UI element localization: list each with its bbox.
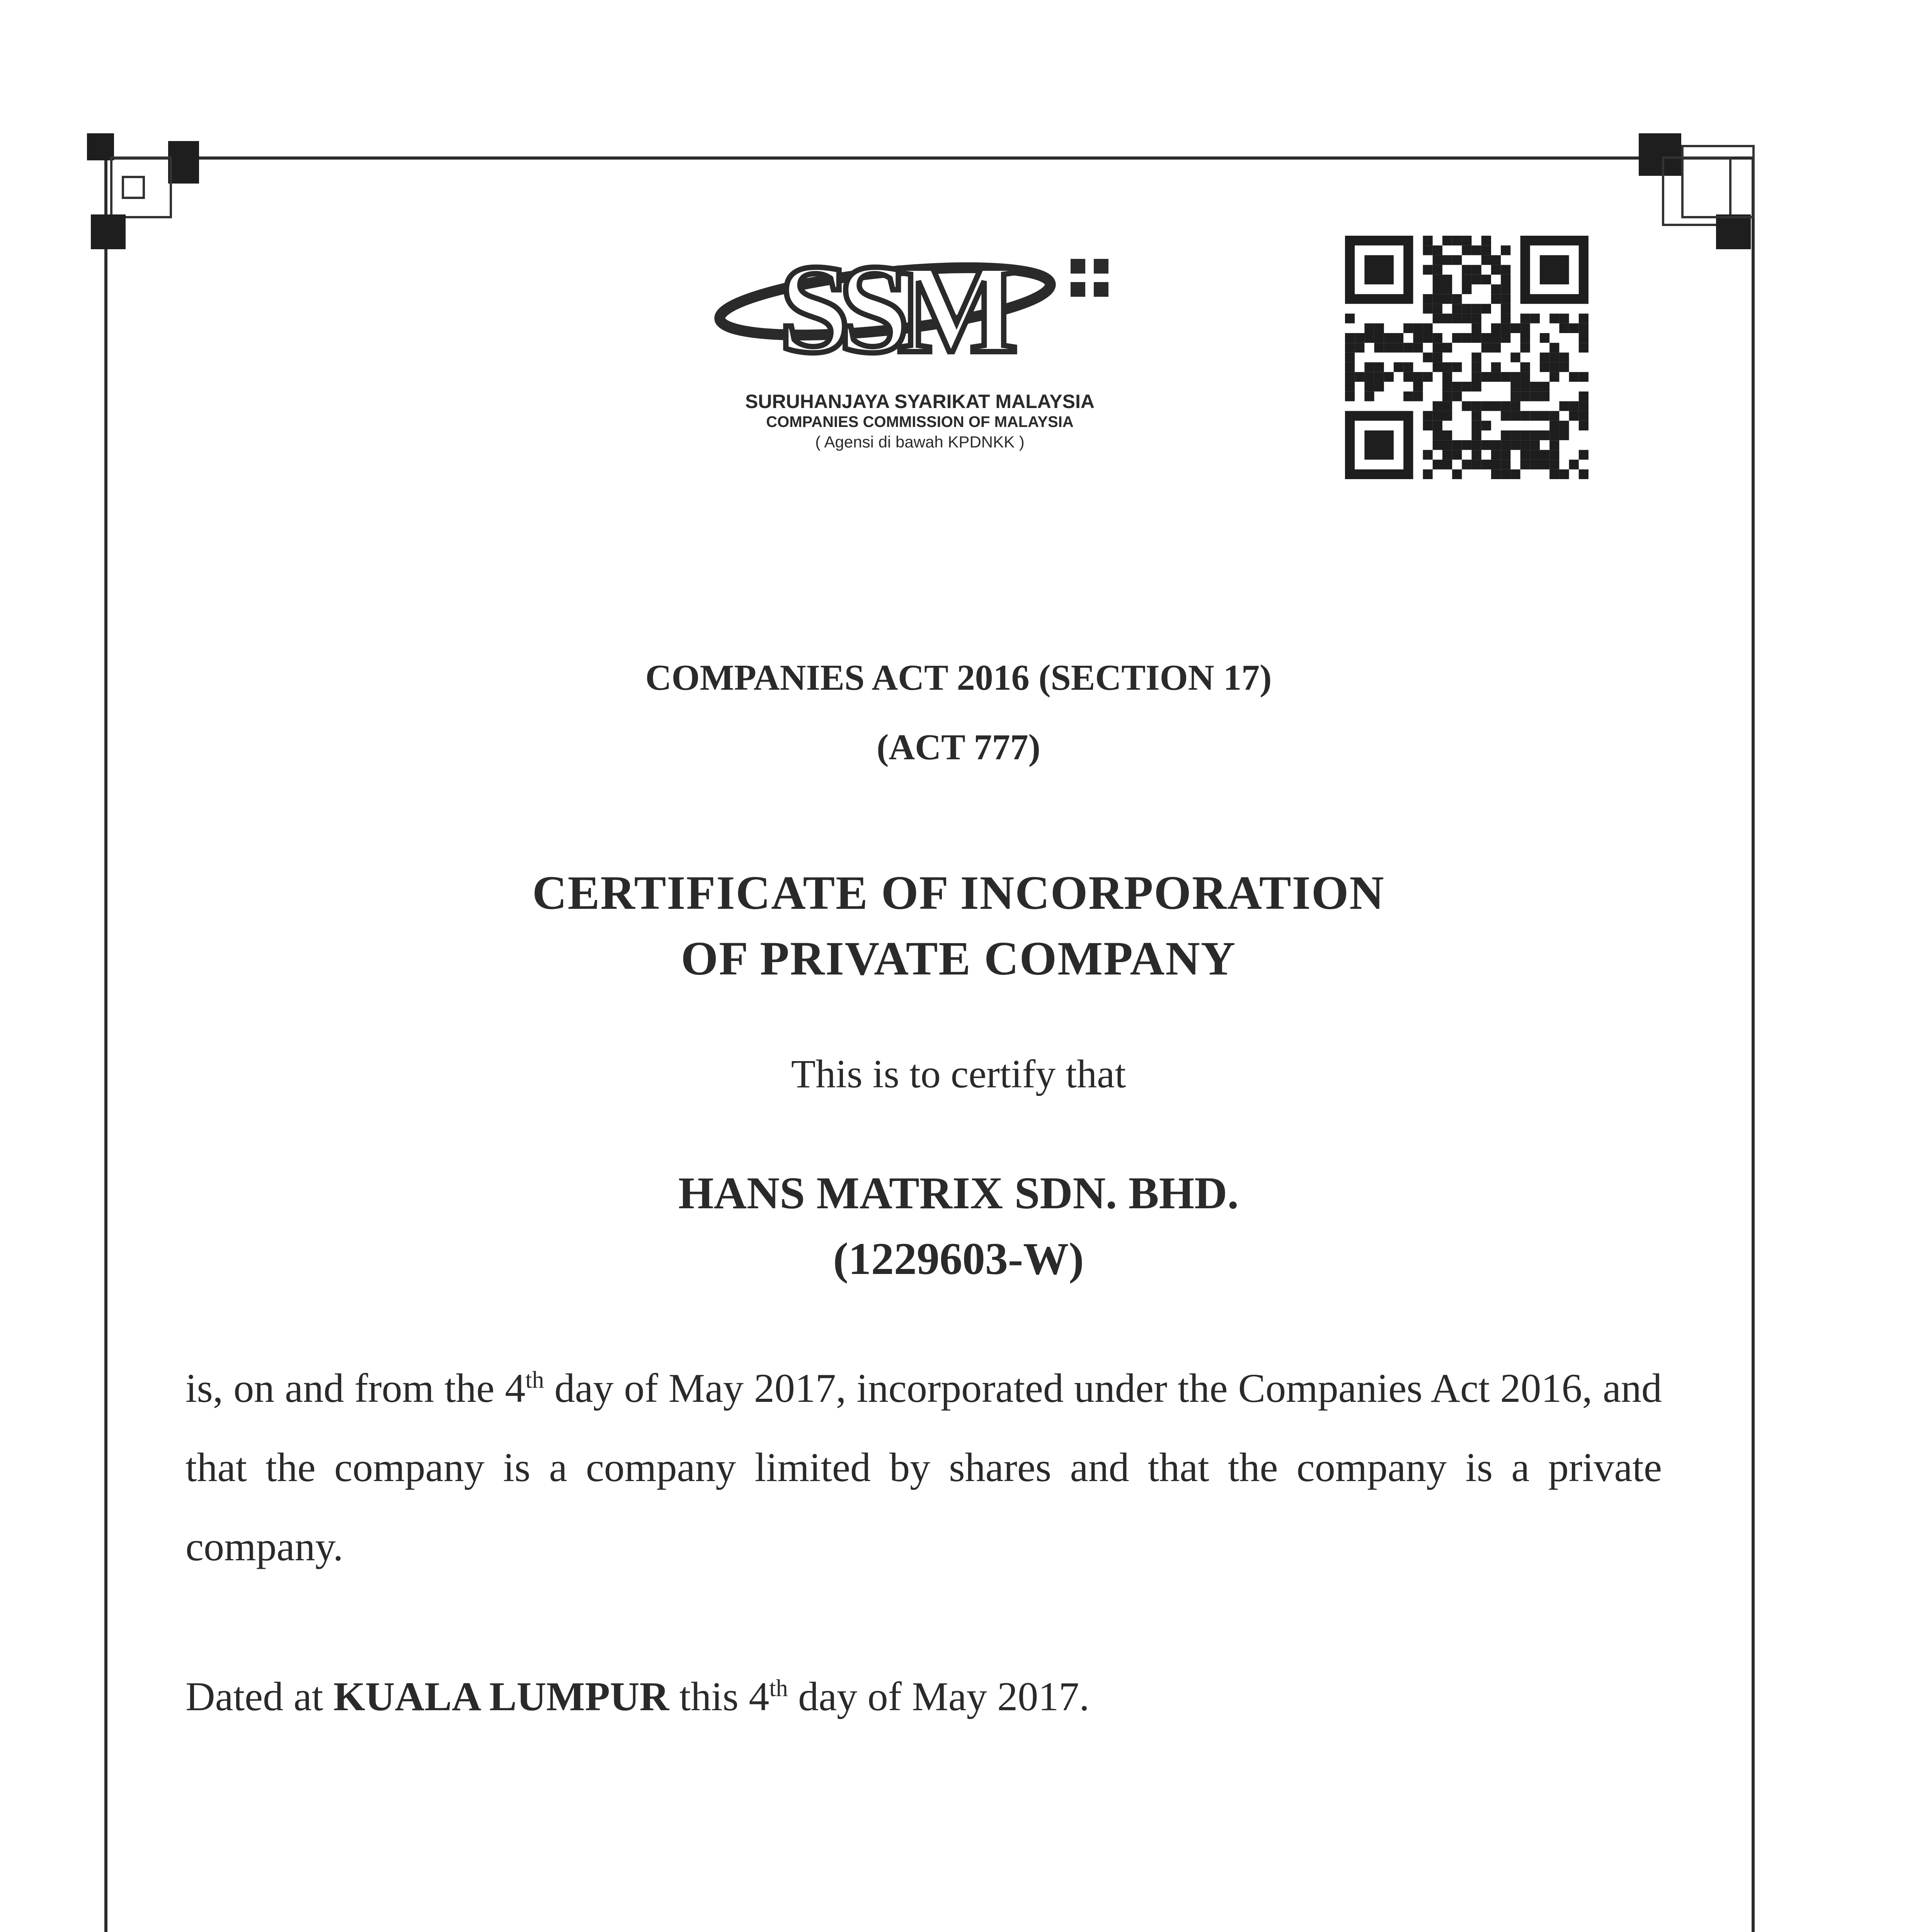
corner-ornament-top-right bbox=[1639, 133, 1755, 249]
dated-mid: this 4 bbox=[669, 1674, 770, 1719]
certificate-title-line2: OF PRIVATE COMPANY bbox=[681, 932, 1236, 985]
certificate-title-line1: CERTIFICATE OF INCORPORATION bbox=[532, 866, 1385, 919]
agency-note: ( Agensi di bawah KPDNKK ) bbox=[815, 433, 1025, 451]
company-number: (1229603-W) bbox=[833, 1233, 1084, 1284]
company-name: HANS MATRIX SDN. BHD. bbox=[678, 1168, 1239, 1218]
statement-ordinal: th bbox=[525, 1367, 544, 1393]
ssm-logo-icon bbox=[703, 236, 1136, 375]
statement-part1: is, on and from the 4 bbox=[186, 1366, 526, 1411]
qr-code-icon bbox=[1345, 236, 1588, 479]
dated-suffix: day of May 2017. bbox=[788, 1674, 1090, 1719]
dated-prefix: Dated at bbox=[186, 1674, 334, 1719]
dated-ordinal: th bbox=[769, 1675, 788, 1702]
dated-line bbox=[186, 1673, 1090, 1720]
dated-place: KUALA LUMPUR bbox=[333, 1674, 669, 1719]
org-name-malay: SURUHANJAYA SYARIKAT MALAYSIA bbox=[745, 391, 1095, 412]
incorporation-statement bbox=[186, 1349, 1662, 1586]
ssm-logo bbox=[703, 236, 1136, 464]
act-heading-line2: (ACT 777) bbox=[877, 727, 1040, 767]
ssm-logo-letters: SSM bbox=[779, 238, 1007, 375]
act-heading-line1: COMPANIES ACT 2016 (SECTION 17) bbox=[645, 658, 1272, 698]
org-name-english: COMPANIES COMMISSION OF MALAYSIA bbox=[766, 413, 1074, 430]
certify-statement: This is to certify that bbox=[791, 1052, 1126, 1096]
statement-part2: day of May 2017, incorporated under the Companies Act 2016, and that the company is a company limited by shares and that the company is a private company. bbox=[186, 1366, 1662, 1569]
corner-ornament-top-left bbox=[87, 133, 203, 249]
